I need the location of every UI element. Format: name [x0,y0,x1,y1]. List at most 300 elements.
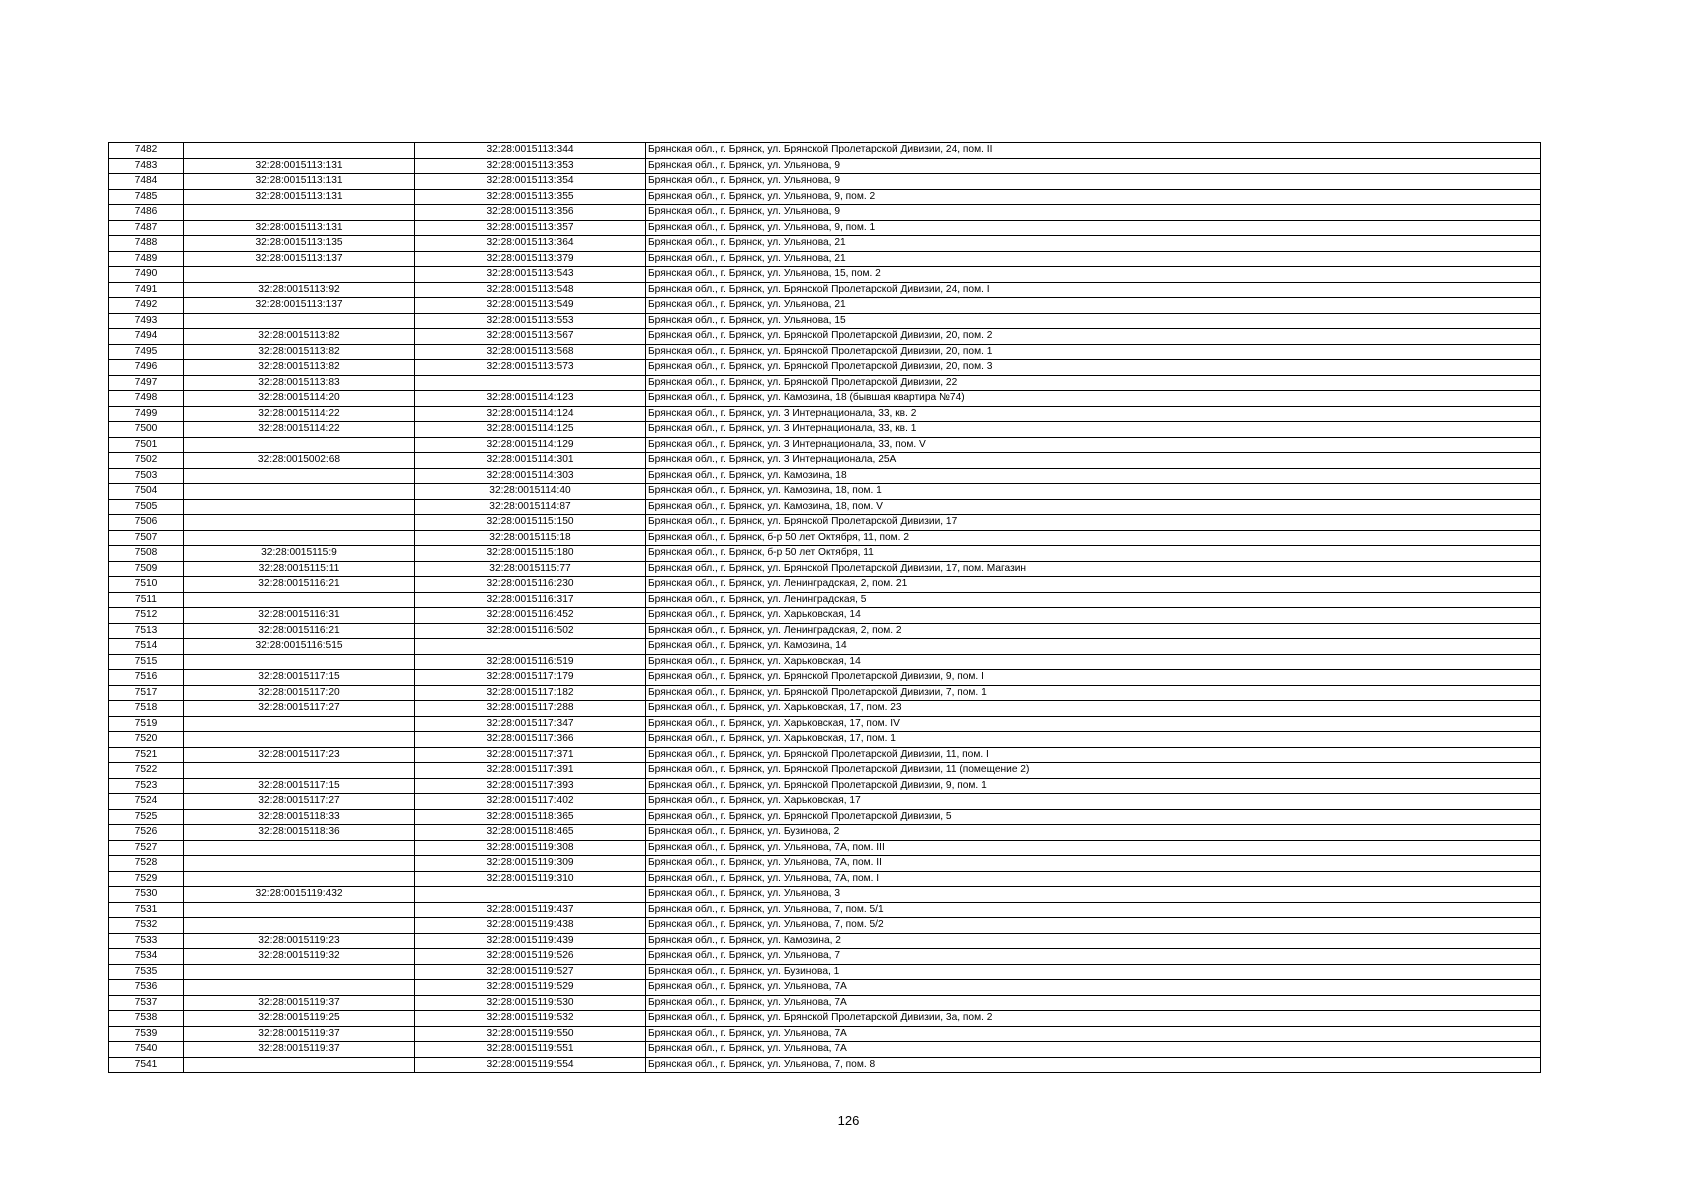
table-row [109,453,1541,469]
table-row [109,220,1541,236]
address-cell: Брянская обл., г. Брянск, ул. Ленинградская, 5 [646,592,1541,608]
row-number-cell: 7532 [109,918,184,934]
row-number-cell: 7521 [109,747,184,763]
table-row [109,995,1541,1011]
parent-cadastral-number-cell [184,499,415,515]
cadastral-number-cell: 32:28:0015115:18 [415,530,646,546]
table-row [109,670,1541,686]
table-row [109,143,1541,159]
cadastral-number-cell: 32:28:0015113:567 [415,329,646,345]
row-number-cell: 7485 [109,189,184,205]
address-cell: Брянская обл., г. Брянск, ул. Харьковская, 14 [646,608,1541,624]
parent-cadastral-number-cell: 32:28:0015117:15 [184,778,415,794]
parent-cadastral-number-cell [184,530,415,546]
address-cell: Брянская обл., г. Брянск, ул. Камозина, 18 (бывшая квартира №74) [646,391,1541,407]
parent-cadastral-number-cell: 32:28:0015113:82 [184,360,415,376]
table-row [109,298,1541,314]
parent-cadastral-number-cell [184,856,415,872]
table-row [109,189,1541,205]
table-row [109,933,1541,949]
table-row [109,732,1541,748]
address-cell: Брянская обл., г. Брянск, ул. 3 Интернационала, 25А [646,453,1541,469]
table-row [109,639,1541,655]
table-row [109,902,1541,918]
row-number-cell: 7528 [109,856,184,872]
address-cell: Брянская обл., г. Брянск, ул. Ульянова, 7 [646,949,1541,965]
parent-cadastral-number-cell [184,716,415,732]
address-cell: Брянская обл., г. Брянск, ул. 3 Интернационала, 33, пом. V [646,437,1541,453]
parent-cadastral-number-cell [184,468,415,484]
parent-cadastral-number-cell: 32:28:0015119:25 [184,1011,415,1027]
parent-cadastral-number-cell: 32:28:0015117:23 [184,747,415,763]
table-row [109,1011,1541,1027]
table-row [109,685,1541,701]
address-cell: Брянская обл., г. Брянск, ул. Ульянова, 9, пом. 2 [646,189,1541,205]
cadastral-number-cell [415,887,646,903]
table-row [109,871,1541,887]
cadastral-number-cell: 32:28:0015117:288 [415,701,646,717]
row-number-cell: 7497 [109,375,184,391]
row-number-cell: 7535 [109,964,184,980]
cadastral-number-cell: 32:28:0015114:129 [415,437,646,453]
row-number-cell: 7501 [109,437,184,453]
row-number-cell: 7527 [109,840,184,856]
parent-cadastral-number-cell [184,902,415,918]
row-number-cell: 7511 [109,592,184,608]
row-number-cell: 7536 [109,980,184,996]
address-cell: Брянская обл., г. Брянск, ул. Бузинова, 1 [646,964,1541,980]
row-number-cell: 7500 [109,422,184,438]
address-cell: Брянская обл., г. Брянск, ул. Ульянова, 15 [646,313,1541,329]
address-cell: Брянская обл., г. Брянск, ул. Ульянова, 7А, пом. I [646,871,1541,887]
address-cell: Брянская обл., г. Брянск, ул. Камозина, 18 [646,468,1541,484]
row-number-cell: 7508 [109,546,184,562]
address-cell: Брянская обл., г. Брянск, ул. Ульянова, 7А [646,995,1541,1011]
parent-cadastral-number-cell [184,1057,415,1073]
parent-cadastral-number-cell [184,840,415,856]
table-row [109,592,1541,608]
parent-cadastral-number-cell: 32:28:0015118:36 [184,825,415,841]
address-cell: Брянская обл., г. Брянск, ул. Камозина, 2 [646,933,1541,949]
table-row [109,778,1541,794]
cadastral-number-cell: 32:28:0015113:553 [415,313,646,329]
cadastral-number-cell: 32:28:0015113:549 [415,298,646,314]
table-row [109,794,1541,810]
cadastral-number-cell: 32:28:0015118:465 [415,825,646,841]
cadastral-number-cell: 32:28:0015119:554 [415,1057,646,1073]
parent-cadastral-number-cell: 32:28:0015116:515 [184,639,415,655]
address-cell: Брянская обл., г. Брянск, ул. Брянской Пролетарской Дивизии, 24, пом. II [646,143,1541,159]
address-cell: Брянская обл., г. Брянск, ул. Брянской Пролетарской Дивизии, 22 [646,375,1541,391]
parent-cadastral-number-cell [184,980,415,996]
cadastral-number-cell: 32:28:0015116:519 [415,654,646,670]
table-row [109,282,1541,298]
row-number-cell: 7514 [109,639,184,655]
row-number-cell: 7496 [109,360,184,376]
row-number-cell: 7505 [109,499,184,515]
row-number-cell: 7491 [109,282,184,298]
address-cell: Брянская обл., г. Брянск, ул. Ульянова, 21 [646,251,1541,267]
address-cell: Брянская обл., г. Брянск, ул. Брянской Пролетарской Дивизии, 5 [646,809,1541,825]
table-row [109,329,1541,345]
address-cell: Брянская обл., г. Брянск, ул. Брянской Пролетарской Дивизии, 11 (помещение 2) [646,763,1541,779]
parent-cadastral-number-cell: 32:28:0015002:68 [184,453,415,469]
table-row [109,515,1541,531]
row-number-cell: 7513 [109,623,184,639]
parent-cadastral-number-cell: 32:28:0015115:11 [184,561,415,577]
row-number-cell: 7533 [109,933,184,949]
address-cell: Брянская обл., г. Брянск, ул. Харьковская, 17, пом. 23 [646,701,1541,717]
table-row [109,344,1541,360]
address-cell: Брянская обл., г. Брянск, ул. Ульянова, 7А [646,1026,1541,1042]
row-number-cell: 7503 [109,468,184,484]
row-number-cell: 7493 [109,313,184,329]
parent-cadastral-number-cell: 32:28:0015113:82 [184,329,415,345]
cadastral-number-cell: 32:28:0015113:344 [415,143,646,159]
table-row [109,158,1541,174]
address-cell: Брянская обл., г. Брянск, ул. Ульянова, 7, пом. 5/2 [646,918,1541,934]
table-row [109,360,1541,376]
parent-cadastral-number-cell: 32:28:0015118:33 [184,809,415,825]
address-cell: Брянская обл., г. Брянск, ул. Брянской Пролетарской Дивизии, 3а, пом. 2 [646,1011,1541,1027]
table-row [109,267,1541,283]
parent-cadastral-number-cell [184,143,415,159]
parent-cadastral-number-cell: 32:28:0015114:22 [184,406,415,422]
parent-cadastral-number-cell: 32:28:0015113:135 [184,236,415,252]
cadastral-number-cell: 32:28:0015114:87 [415,499,646,515]
parent-cadastral-number-cell [184,918,415,934]
table-row [109,391,1541,407]
row-number-cell: 7487 [109,220,184,236]
cadastral-number-cell: 32:28:0015116:230 [415,577,646,593]
row-number-cell: 7534 [109,949,184,965]
row-number-cell: 7488 [109,236,184,252]
row-number-cell: 7483 [109,158,184,174]
cadastral-number-cell: 32:28:0015117:402 [415,794,646,810]
table-row [109,608,1541,624]
address-cell: Брянская обл., г. Брянск, ул. Брянской Пролетарской Дивизии, 9, пом. 1 [646,778,1541,794]
row-number-cell: 7492 [109,298,184,314]
cadastral-number-cell [415,639,646,655]
parent-cadastral-number-cell: 32:28:0015119:37 [184,995,415,1011]
address-cell: Брянская обл., г. Брянск, ул. Брянской Пролетарской Дивизии, 9, пом. I [646,670,1541,686]
address-cell: Брянская обл., г. Брянск, ул. Ульянова, 7А [646,1042,1541,1058]
row-number-cell: 7522 [109,763,184,779]
table-row [109,949,1541,965]
table-row [109,701,1541,717]
table-row [109,980,1541,996]
cadastral-number-cell [415,375,646,391]
address-cell: Брянская обл., г. Брянск, ул. Брянской Пролетарской Дивизии, 20, пом. 1 [646,344,1541,360]
table-row [109,623,1541,639]
table-row [109,840,1541,856]
row-number-cell: 7504 [109,484,184,500]
cadastral-number-cell: 32:28:0015114:123 [415,391,646,407]
cadastral-number-cell: 32:28:0015114:303 [415,468,646,484]
address-cell: Брянская обл., г. Брянск, ул. Брянской Пролетарской Дивизии, 24, пом. I [646,282,1541,298]
address-cell: Брянская обл., г. Брянск, ул. Харьковская, 14 [646,654,1541,670]
row-number-cell: 7525 [109,809,184,825]
parent-cadastral-number-cell: 32:28:0015113:131 [184,220,415,236]
parent-cadastral-number-cell [184,654,415,670]
address-cell: Брянская обл., г. Брянск, ул. Камозина, 18, пом. V [646,499,1541,515]
parent-cadastral-number-cell [184,964,415,980]
row-number-cell: 7484 [109,174,184,190]
cadastral-number-cell: 32:28:0015117:182 [415,685,646,701]
cadastral-number-cell: 32:28:0015119:526 [415,949,646,965]
table-row [109,716,1541,732]
row-number-cell: 7529 [109,871,184,887]
parent-cadastral-number-cell [184,515,415,531]
table-row [109,577,1541,593]
cadastral-number-cell: 32:28:0015119:437 [415,902,646,918]
table-row [109,561,1541,577]
cadastral-number-cell: 32:28:0015119:310 [415,871,646,887]
address-cell: Брянская обл., г. Брянск, ул. Брянской Пролетарской Дивизии, 17 [646,515,1541,531]
address-cell: Брянская обл., г. Брянск, ул. Брянской Пролетарской Дивизии, 20, пом. 3 [646,360,1541,376]
parent-cadastral-number-cell: 32:28:0015119:37 [184,1042,415,1058]
parent-cadastral-number-cell [184,592,415,608]
page-number: 126 [837,1113,860,1128]
address-cell: Брянская обл., г. Брянск, ул. Брянской Пролетарской Дивизии, 7, пом. 1 [646,685,1541,701]
cadastral-number-cell: 32:28:0015113:353 [415,158,646,174]
cadastral-number-cell: 32:28:0015117:179 [415,670,646,686]
row-number-cell: 7502 [109,453,184,469]
cadastral-number-cell: 32:28:0015117:347 [415,716,646,732]
row-number-cell: 7490 [109,267,184,283]
cadastral-number-cell: 32:28:0015119:530 [415,995,646,1011]
row-number-cell: 7517 [109,685,184,701]
table-row [109,747,1541,763]
parent-cadastral-number-cell: 32:28:0015113:92 [184,282,415,298]
parent-cadastral-number-cell: 32:28:0015117:27 [184,794,415,810]
row-number-cell: 7541 [109,1057,184,1073]
cadastral-number-cell: 32:28:0015116:317 [415,592,646,608]
parent-cadastral-number-cell [184,763,415,779]
row-number-cell: 7531 [109,902,184,918]
row-number-cell: 7495 [109,344,184,360]
cadastral-number-cell: 32:28:0015113:573 [415,360,646,376]
address-cell: Брянская обл., г. Брянск, ул. Ульянова, 21 [646,298,1541,314]
address-cell: Брянская обл., г. Брянск, ул. Ульянова, 7А, пом. III [646,840,1541,856]
parent-cadastral-number-cell: 32:28:0015113:82 [184,344,415,360]
cadastral-number-cell: 32:28:0015119:532 [415,1011,646,1027]
parent-cadastral-number-cell [184,871,415,887]
address-cell: Брянская обл., г. Брянск, ул. Ульянова, 7, пом. 8 [646,1057,1541,1073]
table-row [109,856,1541,872]
row-number-cell: 7489 [109,251,184,267]
cadastral-number-cell: 32:28:0015115:180 [415,546,646,562]
cadastral-number-cell: 32:28:0015116:452 [415,608,646,624]
address-cell: Брянская обл., г. Брянск, ул. Ульянова, 9 [646,174,1541,190]
table-row [109,236,1541,252]
address-cell: Брянская обл., г. Брянск, ул. Ульянова, 3 [646,887,1541,903]
cadastral-table [108,142,1541,1073]
cadastral-number-cell: 32:28:0015114:301 [415,453,646,469]
cadastral-table-body [109,143,1541,1073]
cadastral-number-cell: 32:28:0015118:365 [415,809,646,825]
cadastral-number-cell: 32:28:0015119:550 [415,1026,646,1042]
cadastral-number-cell: 32:28:0015113:379 [415,251,646,267]
address-cell: Брянская обл., г. Брянск, ул. Ульянова, 7, пом. 5/1 [646,902,1541,918]
table-row [109,918,1541,934]
row-number-cell: 7530 [109,887,184,903]
parent-cadastral-number-cell: 32:28:0015119:432 [184,887,415,903]
cadastral-number-cell: 32:28:0015114:124 [415,406,646,422]
address-cell: Брянская обл., г. Брянск, ул. Ульянова, 21 [646,236,1541,252]
row-number-cell: 7539 [109,1026,184,1042]
cadastral-number-cell: 32:28:0015116:502 [415,623,646,639]
parent-cadastral-number-cell: 32:28:0015114:20 [184,391,415,407]
row-number-cell: 7507 [109,530,184,546]
row-number-cell: 7515 [109,654,184,670]
row-number-cell: 7540 [109,1042,184,1058]
row-number-cell: 7518 [109,701,184,717]
address-cell: Брянская обл., г. Брянск, ул. Брянской Пролетарской Дивизии, 17, пом. Магазин [646,561,1541,577]
table-row [109,654,1541,670]
cadastral-number-cell: 32:28:0015115:77 [415,561,646,577]
table-row [109,251,1541,267]
table-row [109,174,1541,190]
table-row [109,406,1541,422]
cadastral-number-cell: 32:28:0015119:439 [415,933,646,949]
table-row [109,468,1541,484]
cadastral-number-cell: 32:28:0015115:150 [415,515,646,531]
parent-cadastral-number-cell: 32:28:0015119:37 [184,1026,415,1042]
parent-cadastral-number-cell: 32:28:0015116:31 [184,608,415,624]
parent-cadastral-number-cell [184,484,415,500]
cadastral-number-cell: 32:28:0015119:309 [415,856,646,872]
address-cell: Брянская обл., г. Брянск, ул. Харьковская, 17, пом. IV [646,716,1541,732]
parent-cadastral-number-cell [184,267,415,283]
table-row [109,530,1541,546]
address-cell: Брянская обл., г. Брянск, ул. Харьковская, 17, пом. 1 [646,732,1541,748]
table-row [109,825,1541,841]
address-cell: Брянская обл., г. Брянск, ул. Камозина, 18, пом. 1 [646,484,1541,500]
parent-cadastral-number-cell: 32:28:0015113:131 [184,189,415,205]
parent-cadastral-number-cell: 32:28:0015119:23 [184,933,415,949]
address-cell: Брянская обл., г. Брянск, ул. Харьковская, 17 [646,794,1541,810]
row-number-cell: 7519 [109,716,184,732]
parent-cadastral-number-cell: 32:28:0015119:32 [184,949,415,965]
parent-cadastral-number-cell: 32:28:0015113:137 [184,251,415,267]
table-row [109,809,1541,825]
parent-cadastral-number-cell: 32:28:0015116:21 [184,577,415,593]
address-cell: Брянская обл., г. Брянск, ул. Бузинова, 2 [646,825,1541,841]
address-cell: Брянская обл., г. Брянск, ул. Ульянова, 9, пом. 1 [646,220,1541,236]
row-number-cell: 7494 [109,329,184,345]
address-cell: Брянская обл., г. Брянск, ул. Ульянова, 15, пом. 2 [646,267,1541,283]
row-number-cell: 7509 [109,561,184,577]
parent-cadastral-number-cell [184,313,415,329]
table-row [109,887,1541,903]
parent-cadastral-number-cell: 32:28:0015113:137 [184,298,415,314]
address-cell: Брянская обл., г. Брянск, ул. Ульянова, 7А [646,980,1541,996]
cadastral-number-cell: 32:28:0015117:393 [415,778,646,794]
table-row [109,763,1541,779]
address-cell: Брянская обл., г. Брянск, б-р 50 лет Октября, 11, пом. 2 [646,530,1541,546]
row-number-cell: 7510 [109,577,184,593]
parent-cadastral-number-cell: 32:28:0015117:20 [184,685,415,701]
cadastral-number-cell: 32:28:0015113:543 [415,267,646,283]
cadastral-number-cell: 32:28:0015113:355 [415,189,646,205]
cadastral-number-cell: 32:28:0015113:357 [415,220,646,236]
table-row [109,1026,1541,1042]
parent-cadastral-number-cell: 32:28:0015116:21 [184,623,415,639]
cadastral-number-cell: 32:28:0015113:356 [415,205,646,221]
parent-cadastral-number-cell: 32:28:0015117:15 [184,670,415,686]
parent-cadastral-number-cell: 32:28:0015117:27 [184,701,415,717]
row-number-cell: 7482 [109,143,184,159]
table-row [109,437,1541,453]
table-row [109,375,1541,391]
parent-cadastral-number-cell [184,205,415,221]
parent-cadastral-number-cell [184,437,415,453]
row-number-cell: 7498 [109,391,184,407]
address-cell: Брянская обл., г. Брянск, ул. Ульянова, 9 [646,158,1541,174]
address-cell: Брянская обл., г. Брянск, ул. Брянской Пролетарской Дивизии, 20, пом. 2 [646,329,1541,345]
cadastral-number-cell: 32:28:0015113:354 [415,174,646,190]
cadastral-number-cell: 32:28:0015119:308 [415,840,646,856]
cadastral-number-cell: 32:28:0015114:40 [415,484,646,500]
table-row [109,1057,1541,1073]
row-number-cell: 7499 [109,406,184,422]
address-cell: Брянская обл., г. Брянск, ул. Ульянова, 7А, пом. II [646,856,1541,872]
table-row [109,313,1541,329]
row-number-cell: 7512 [109,608,184,624]
cadastral-number-cell: 32:28:0015119:527 [415,964,646,980]
table-row [109,205,1541,221]
address-cell: Брянская обл., г. Брянск, ул. Ленинградская, 2, пом. 21 [646,577,1541,593]
row-number-cell: 7506 [109,515,184,531]
cadastral-number-cell: 32:28:0015113:548 [415,282,646,298]
cadastral-number-cell: 32:28:0015117:371 [415,747,646,763]
table-row [109,1042,1541,1058]
cadastral-number-cell: 32:28:0015117:366 [415,732,646,748]
table-row [109,964,1541,980]
table-row [109,546,1541,562]
parent-cadastral-number-cell [184,732,415,748]
cadastral-number-cell: 32:28:0015113:568 [415,344,646,360]
parent-cadastral-number-cell: 32:28:0015113:83 [184,375,415,391]
parent-cadastral-number-cell: 32:28:0015114:22 [184,422,415,438]
parent-cadastral-number-cell: 32:28:0015113:131 [184,174,415,190]
row-number-cell: 7486 [109,205,184,221]
cadastral-number-cell: 32:28:0015114:125 [415,422,646,438]
row-number-cell: 7526 [109,825,184,841]
row-number-cell: 7516 [109,670,184,686]
address-cell: Брянская обл., г. Брянск, ул. Камозина, 14 [646,639,1541,655]
row-number-cell: 7537 [109,995,184,1011]
cadastral-number-cell: 32:28:0015119:529 [415,980,646,996]
table-row [109,422,1541,438]
cadastral-number-cell: 32:28:0015113:364 [415,236,646,252]
address-cell: Брянская обл., г. Брянск, ул. Ленинградская, 2, пом. 2 [646,623,1541,639]
cadastral-number-cell: 32:28:0015119:438 [415,918,646,934]
cadastral-number-cell: 32:28:0015119:551 [415,1042,646,1058]
address-cell: Брянская обл., г. Брянск, ул. Ульянова, 9 [646,205,1541,221]
table-row [109,484,1541,500]
address-cell: Брянская обл., г. Брянск, б-р 50 лет Октября, 11 [646,546,1541,562]
address-cell: Брянская обл., г. Брянск, ул. 3 Интернационала, 33, кв. 2 [646,406,1541,422]
cadastral-number-cell: 32:28:0015117:391 [415,763,646,779]
parent-cadastral-number-cell: 32:28:0015113:131 [184,158,415,174]
row-number-cell: 7524 [109,794,184,810]
table-row [109,499,1541,515]
address-cell: Брянская обл., г. Брянск, ул. 3 Интернационала, 33, кв. 1 [646,422,1541,438]
address-cell: Брянская обл., г. Брянск, ул. Брянской Пролетарской Дивизии, 11, пом. I [646,747,1541,763]
row-number-cell: 7538 [109,1011,184,1027]
